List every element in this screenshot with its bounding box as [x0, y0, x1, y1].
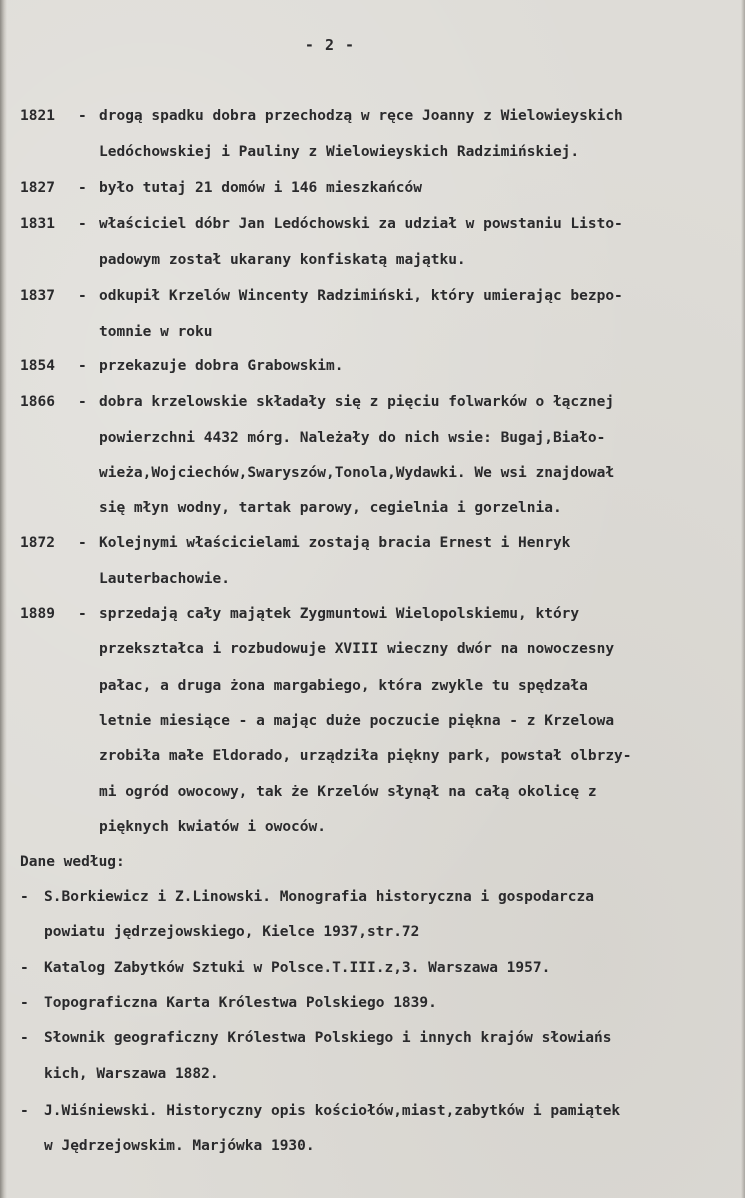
- source-line: powiatu jędrzejowskiego, Kielce 1937,str.72: [44, 924, 420, 940]
- entry-year: 1854: [20, 358, 55, 374]
- entry-line: sprzedają cały majątek Zygmuntowi Wielopolskiemu, który: [99, 606, 580, 622]
- entry-line: pałac, a druga żona margabiego, która zwykle tu spędzała: [99, 678, 588, 694]
- source-line: Topograficzna Karta Królestwa Polskiego 1839.: [44, 995, 437, 1011]
- page-left-edge-shadow: [0, 0, 7, 1198]
- source-line: J.Wiśniewski. Historyczny opis kościołów,miast,zabytków i pamiątek: [44, 1103, 621, 1119]
- entry-year: 1889: [20, 606, 55, 622]
- entry-year: 1866: [20, 394, 55, 410]
- entry-line: wieża,Wojciechów,Swaryszów,Tonola,Wydawki. We wsi znajdował: [99, 465, 615, 481]
- entry-dash: -: [78, 535, 87, 551]
- entry-dash: -: [78, 288, 87, 304]
- entry-line: Kolejnymi właścicielami zostają bracia Ernest i Henryk: [99, 535, 571, 551]
- entry-dash: -: [78, 216, 87, 232]
- sources-heading: Dane według:: [20, 854, 125, 870]
- entry-year: 1831: [20, 216, 55, 232]
- entry-line: zrobiła małe Eldorado, urządziła piękny park, powstał olbrzy-: [99, 748, 632, 764]
- entry-line: dobra krzelowskie składały się z pięciu folwarków o łącznej: [99, 394, 615, 410]
- entry-line: było tutaj 21 domów i 146 mieszkańców: [99, 180, 423, 196]
- entry-line: powierzchni 4432 mórg. Należały do nich wsie: Bugaj,Biało-: [99, 430, 606, 446]
- entry-year: 1827: [20, 180, 55, 196]
- source-line: Słownik geograficzny Królestwa Polskiego i innych krajów słowiańs: [44, 1030, 612, 1046]
- entry-line: drogą spadku dobra przechodzą w ręce Joanny z Wielowieyskich: [99, 108, 623, 124]
- source-dash: -: [20, 889, 29, 905]
- entry-line: właściciel dóbr Jan Ledóchowski za udział w powstaniu Listo-: [99, 216, 623, 232]
- page-number: - 2 -: [304, 36, 356, 54]
- source-line: kich, Warszawa 1882.: [44, 1066, 219, 1082]
- entry-dash: -: [78, 606, 87, 622]
- source-line: w Jędrzejowskim. Marjówka 1930.: [44, 1138, 315, 1154]
- entry-line: się młyn wodny, tartak parowy, cegielnia i gorzelnia.: [99, 500, 562, 516]
- entry-line: odkupił Krzelów Wincenty Radzimiński, który umierając bezpo-: [99, 288, 623, 304]
- page-right-edge-shadow: [741, 0, 745, 1198]
- entry-line: padowym został ukarany konfiskatą majątku.: [99, 252, 466, 268]
- source-dash: -: [20, 960, 29, 976]
- entry-dash: -: [78, 358, 87, 374]
- entry-dash: -: [78, 394, 87, 410]
- entry-dash: -: [78, 180, 87, 196]
- source-dash: -: [20, 1103, 29, 1119]
- source-line: Katalog Zabytków Sztuki w Polsce.T.III.z,3. Warszawa 1957.: [44, 960, 551, 976]
- source-dash: -: [20, 1030, 29, 1046]
- entry-year: 1872: [20, 535, 55, 551]
- entry-year: 1821: [20, 108, 55, 124]
- entry-line: przekazuje dobra Grabowskim.: [99, 358, 344, 374]
- entry-line: letnie miesiące - a mając duże poczucie piękna - z Krzelowa: [99, 713, 615, 729]
- entry-line: mi ogród owocowy, tak że Krzelów słynął na całą okolicę z: [99, 784, 597, 800]
- source-dash: -: [20, 995, 29, 1011]
- entry-line: Lauterbachowie.: [99, 571, 230, 587]
- entry-line: przekształca i rozbudowuje XVIII wieczny dwór na nowoczesny: [99, 641, 615, 657]
- source-line: S.Borkiewicz i Z.Linowski. Monografia historyczna i gospodarcza: [44, 889, 594, 905]
- entry-line: pięknych kwiatów i owoców.: [99, 819, 326, 835]
- entry-year: 1837: [20, 288, 55, 304]
- entry-dash: -: [78, 108, 87, 124]
- entry-line: tomnie w roku: [99, 324, 213, 340]
- entry-line: Ledóchowskiej i Pauliny z Wielowieyskich Radzimińskiej.: [99, 144, 580, 160]
